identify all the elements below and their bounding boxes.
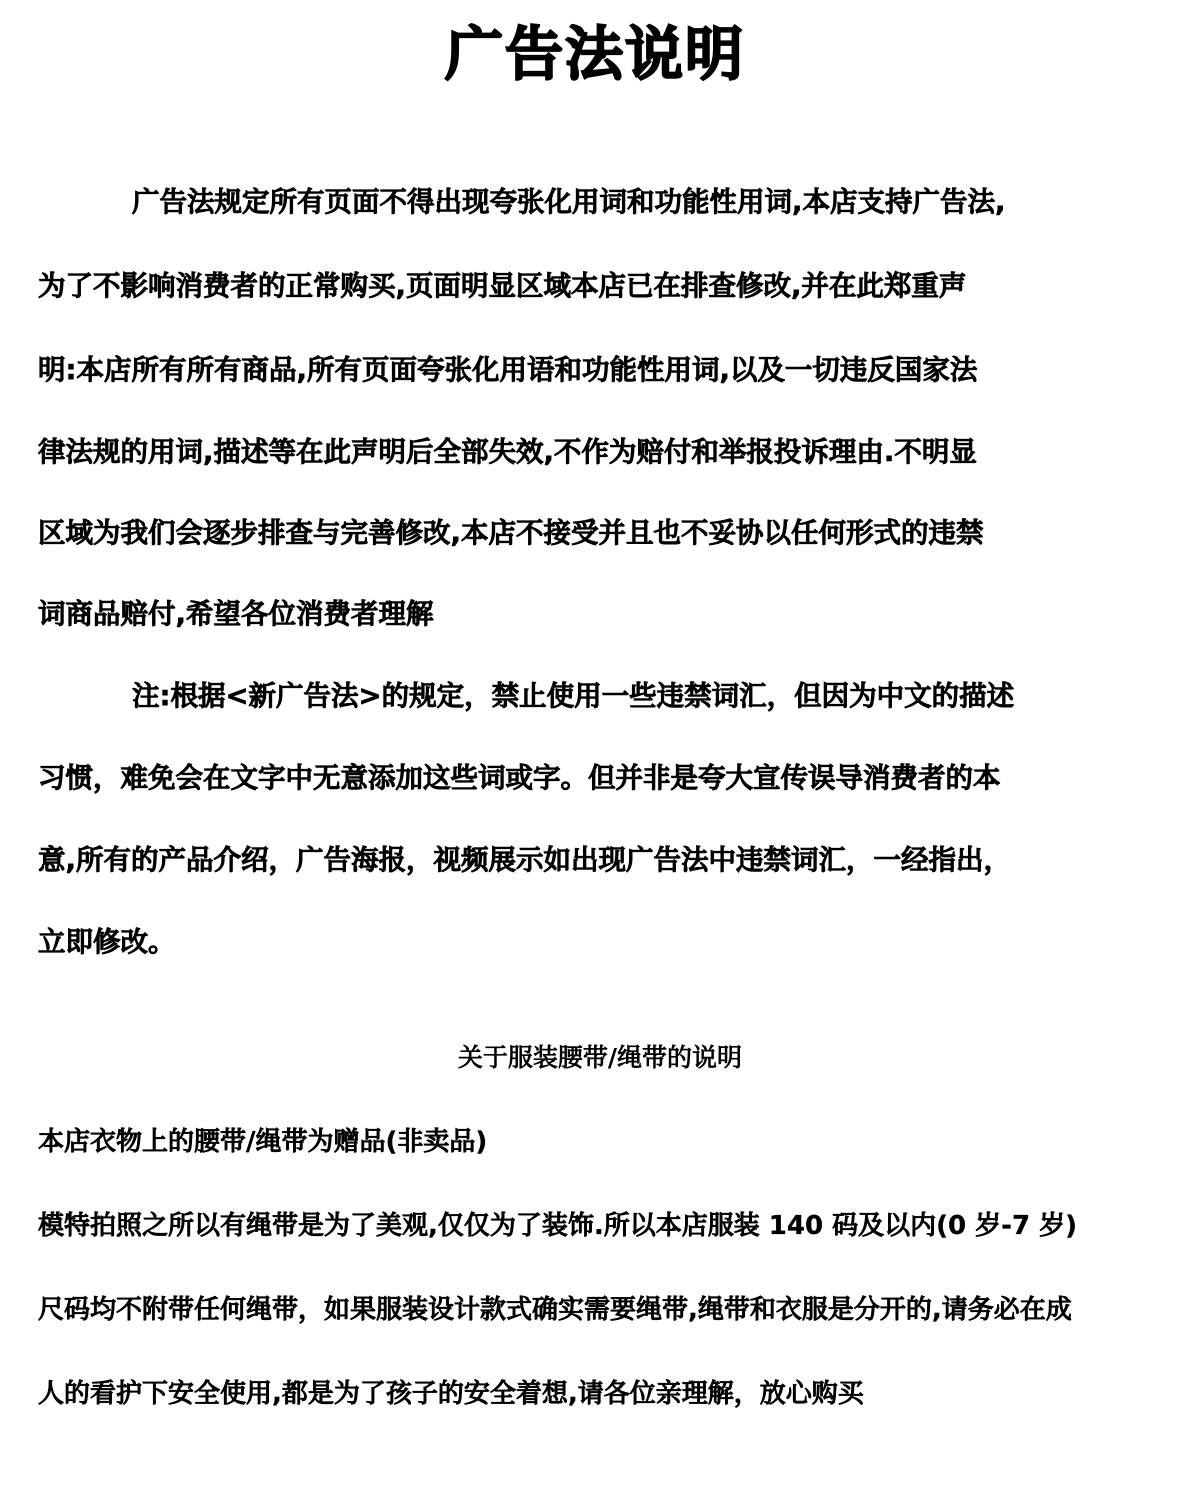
notice-line: 习惯，难免会在文字中无意添加这些词或字。但并非是夸大宣传误导消费者的本 xyxy=(38,762,1001,794)
page-title: 广告法说明 xyxy=(444,20,745,88)
notice-line: 立即修改。 xyxy=(38,926,176,958)
notice-line: 意,所有的产品介绍，广告海报，视频展示如出现广告法中违禁词汇，一经指出， xyxy=(38,844,1011,876)
notice-line: 注:根据<新广告法>的规定，禁止使用一些违禁词汇，但因为中文的描述 xyxy=(132,680,1015,712)
notice-line: 明:本店所有所有商品,所有页面夸张化用语和功能性用词,以及一切违反国家法 xyxy=(38,354,978,386)
belt-line: 人的看护下安全使用,都是为了孩子的安全着想,请各位亲理解，放心购买 xyxy=(38,1379,864,1409)
belt-line: 尺码均不附带任何绳带，如果服装设计款式确实需要绳带,绳带和衣服是分开的,请务必在成 xyxy=(38,1295,1072,1325)
belt-section-heading: 关于服装腰带/绳带的说明 xyxy=(457,1043,743,1072)
belt-line: 本店衣物上的腰带/绳带为赠品(非卖品) xyxy=(38,1127,488,1157)
notice-line: 律法规的用词,描述等在此声明后全部失效,不作为赔付和举报投诉理由.不明显 xyxy=(38,436,977,468)
notice-line: 区域为我们会逐步排查与完善修改,本店不接受并且也不妥协以任何形式的违禁 xyxy=(38,517,984,549)
notice-line: 广告法规定所有页面不得出现夸张化用词和功能性用词,本店支持广告法, xyxy=(132,186,1006,218)
notice-line: 为了不影响消费者的正常购买,页面明显区域本店已在排查修改,并在此郑重声 xyxy=(38,270,967,302)
notice-line: 词商品赔付,希望各位消费者理解 xyxy=(38,598,434,630)
belt-line: 模特拍照之所以有绳带是为了美观,仅仅为了装饰.所以本店服装 140 码及以内(0 岁-7 岁) xyxy=(38,1211,1077,1241)
